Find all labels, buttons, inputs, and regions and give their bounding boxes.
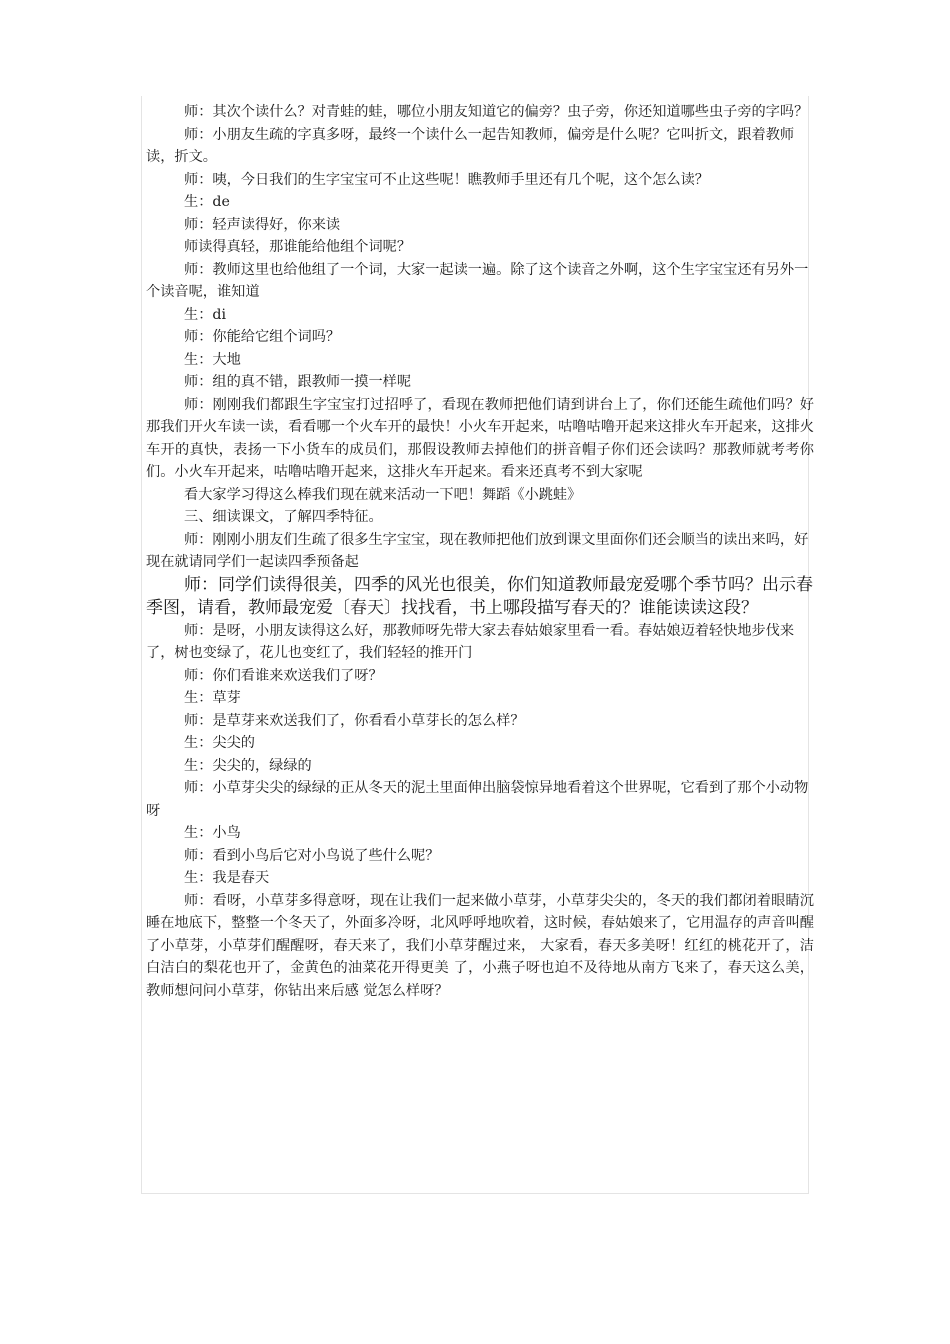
paragraph: 师：组的真不错，跟教师一摸一样呢	[184, 374, 412, 390]
paragraph: 师：刚刚我们都跟生字宝宝打过招呼了，看现在教师把他们请到讲台上了，你们还能生疏他们吗？好那我们开火车读一读，看看哪一个火车开的最快！小火车开起来，咕噜咕噜开起来这排火车开起来，这排火车开的真快，表扬一下小货车的成员们，那假设教师去掉他们的拼音帽子你们还会读吗？那教师就考考你们。小火车开起来，咕噜咕噜开起来，这排火车开起来。看来还真考不到大家呢	[146, 396, 814, 480]
paragraph: 师：教师这里也给他组了一个词，大家一起读一遍。除了这个读音之外啊，这个生字宝宝还有另外一个读音呢，谁知道	[146, 261, 809, 300]
paragraph: 师：看到小鸟后它对小鸟说了些什么呢？	[184, 847, 440, 864]
paragraph: 师：刚刚小朋友们生疏了很多生字宝宝，现在教师把他们放到课文里面你们还会顺当的读出来吗，好现在就请同学们一起读四季预备起	[146, 531, 809, 570]
paragraph: 师：你们看谁来欢送我们了呀？	[184, 667, 383, 684]
paragraph: 看大家学习得这么棒我们现在就来活动一下吧！舞蹈《小跳蛙》	[184, 486, 582, 503]
paragraph: 师：小草芽尖尖的绿绿的正从冬天的泥土里面伸出脑袋惊异地看着这个世界呢，它看到了那个小动物呀	[146, 780, 809, 819]
paragraph: 生：尖尖的，绿绿的	[184, 757, 312, 774]
section-heading: 三、细读课文，了解四季特征。	[184, 509, 383, 525]
document-body	[146, 101, 814, 1002]
paragraph: 生：我是春天	[184, 870, 270, 886]
paragraph: 师：是草芽来欢送我们了，你看看小草芽长的怎么样？	[184, 712, 525, 729]
paragraph: 师：咦，今日我们的生字宝宝可不止这些呢！瞧教师手里还有几个呢，这个怎么读？	[184, 171, 709, 188]
paragraph: 师：其次个读什么？对青蛙的蛙，哪位小朋友知道它的偏旁？虫子旁，你还知道哪些虫子旁的字吗？	[184, 104, 809, 120]
paragraph: 师：看呀，小草芽多得意呀，现在让我们一起来做小草芽，小草芽尖尖的，冬天的我们都闭着眼睛沉睡在地底下，整整一个冬天了，外面多冷呀，北风呼呼地吹着，这时候，春姑娘来了，它用温存的声音叫醒了小草芽，小草芽们醒醒呀，春天来了，我们小草芽醒过来， 大家看，春天多美呀！红红的桃花开了，洁白洁白的梨花也开了，金黄色的油菜花开得更美 了，小燕子呀也迫不及待地从南方飞来了，春天这么美，教师想问问小草芽，你钻出来后感 觉怎么样呀？	[146, 892, 814, 999]
paragraph: 生：草芽	[184, 690, 241, 706]
paragraph: 生：de	[184, 194, 230, 210]
paragraph: 生：小鸟	[184, 825, 241, 841]
paragraph: 师：同学们读得很美，四季的风光也很美，你们知道教师最宠爱哪个季节吗？出示春季图，请看，教师最宠爱〔春天〕找找看，书上哪段描写春天的？谁能读读这段？	[146, 574, 813, 618]
paragraph: 生：尖尖的	[184, 735, 255, 751]
paragraph: 生：大地	[184, 351, 241, 368]
paragraph: 师：轻声读得好，你来读	[184, 216, 341, 233]
paragraph: 师：小朋友生疏的字真多呀，最终一个读什么一起告知教师，偏旁是什么呢？它叫折文，跟着教师读，折文。	[146, 126, 795, 165]
paragraph: 生：di	[184, 306, 226, 323]
paragraph: 师：你能给它组个词吗？	[184, 329, 341, 345]
paragraph: 师读得真轻，那谁能给他组个词呢？	[184, 239, 412, 255]
paragraph: 师：是呀，小朋友读得这么好，那教师呀先带大家去春姑娘家里看一看。春姑娘迈着轻快地步伐来了，树也变绿了，花儿也变红了，我们轻轻的推开门	[146, 622, 795, 661]
